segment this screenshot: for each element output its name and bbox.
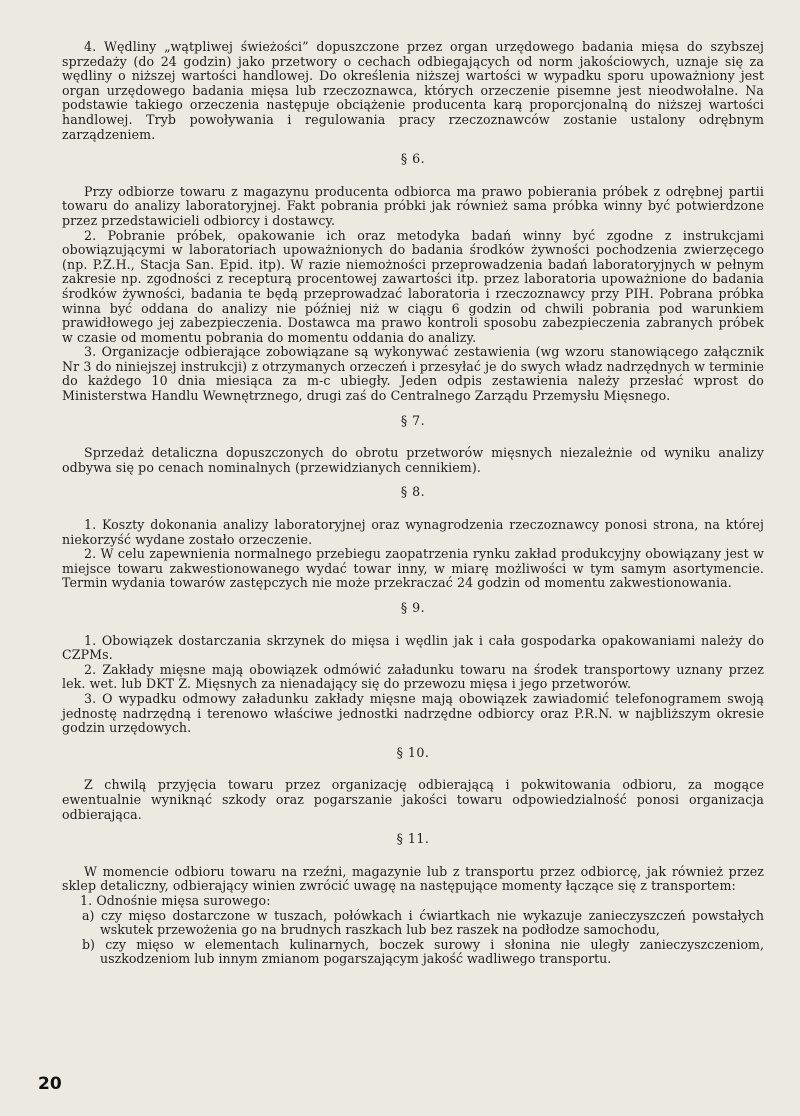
section-heading-8: § 8. — [400, 484, 426, 500]
paragraph-s11-intro: W momencie odbioru towaru na rzeźni, magazynie lub z transportu przez odbiorcę, jak również przez sklep detaliczny, odbierający winien zwrócić uwagę na następujące momenty łączące się z transportem: — [62, 863, 764, 894]
list-item-a: a) czy mięso dostarczone w tuszach, połówkach i ćwiartkach nie wykazuje zanieczyszczeń powstałych wskutek przewożenia go na brudnych raszkach lub bez raszek na podłodze samochodu, — [82, 907, 764, 938]
paragraph-s5-4: 4. Wędliny „wątpliwej świeżości” dopuszczone przez organ urzędowego badania mięsa do szybszej sprzedaży (do 24 godzin) jako przetwory o cechach odbiegających od norm jakościowych, uznaje się za wędliny o niższej wartości handlowej. Do określenia niższej wartości w wypadku sporu upoważniony jest organ urzędowego badania mięsa lub rzeczoznawca, których orzeczenie pisemne jest nieodwołalne. Na podstawie takiego orzeczenia następuje obciążenie producenta karą proporcjonalną do niższej wartości handlowej. Tryb powoływania i regulowania pracy rzeczoznawców zostanie ustalony odrębnym zarządzeniem. — [62, 39, 764, 142]
section-heading-7: § 7. — [400, 412, 426, 428]
section-heading-9: § 9. — [400, 600, 426, 615]
paragraph-s10-1: Z chwilą przyjęcia towaru przez organizację odbierającą i pokwitowania odbioru, za mogące ewentualnie wyniknąć szkody oraz pogarszanie jakości towaru odpowiedzialność ponosi organizacja odbierająca. — [62, 777, 764, 822]
section-heading-10: § 10. — [396, 744, 430, 760]
page-number: 20 — [38, 1074, 62, 1094]
list-item-b: b) czy mięso w elementach kulinarnych, boczek surowy i słonina nie uległy zanieczyszczeniom, uszkodzeniom lub innym zmianom pogarszającym jakość wadliwego transportu. — [82, 936, 764, 967]
paragraph-s6-3: 3. Organizacje odbierające zobowiązane są wykonywać zestawienia (wg wzoru stanowiącego załącznik Nr 3 do niniejszej instrukcji) z otrzymanych orzeczeń i przesyłać je do swych władz nadrzędnych w terminie do każdego 10 dnia miesiąca za m-c ubiegły. Jeden odpis zestawienia należy przesłać wprost do Ministerstwa Handlu Wewnętrznego, drugi zaś do Centralnego Zarządu Przemysłu Mięsnego. — [62, 344, 764, 404]
paragraph-s6-2: 2. Pobranie próbek, opakowanie ich oraz metodyka badań winny być zgodne z instrukcjami obowiązującymi w laboratoriach upoważnionych do badania środków żywności pochodzenia zwierzęcego (np. P.Z.H., Stacja San. Epid. itp). W razie niemożności przeprowadzenia badań laboratoryjnych w pełnym zakresie np. zgodności z recepturą procentowej zawartości itp. przez laboratoria upoważnione do badania środków żywności, badania te będą przeprowadzać laboratoria i rzeczoznawcy przy PIH. Pobrana próbka winna być oddana do analizy nie później niż w ciągu 6 godzin od chwili pobrania pod warunkiem prawidłowego jej zabezpieczenia. Dostawca ma prawo kontroli sposobu zabezpieczenia zabranych próbek w czasie od momentu pobrania do momentu oddania do analizy. — [62, 227, 764, 345]
paragraph-s9-3: 3. O wypadku odmowy załadunku zakłady mięsne mają obowiązek zawiadomić telefonogramem swoją jednostę nadrzędną i terenowo właściwe jednostki nadrzędne odbiorcy oraz P.R.N. w najbliższym okresie godzin urzędowych. — [62, 690, 764, 736]
paragraph-s7-1: Sprzedaż detaliczna dopuszczonych do obrotu przetworów mięsnych niezależnie od wyniku analizy odbywa się po cenach nominalnych (przewidzianych cennikiem). — [62, 445, 764, 475]
paragraph-s6-1: Przy odbiorze towaru z magazynu producenta odbiorca ma prawo pobierania próbek z odrębnej partii towaru do analizy laboratoryjnej. Fakt pobrania próbki jak również sama próbka winny być potwierdzone przez przedstawicieli odbiorcy i dostawcy. — [62, 183, 764, 228]
section-heading-6: § 6. — [400, 151, 426, 167]
paragraph-s8-1: 1. Koszty dokonania analizy laboratoryjnej oraz wynagrodzenia rzeczoznawcy ponosi strona, na której niekorzyść wydane zostało orzeczenie. — [62, 517, 764, 547]
paragraph-s8-2: 2. W celu zapewnienia normalnego przebiegu zaopatrzenia rynku zakład produkcyjny obowiązany jest w miejsce towaru zakwestionowanego wydać towar inny, w miarę możliwości w tym samym asortymencie. Termin wydania towarów zastępczych nie może przekraczać 24 godzin od momentu zakwestionowania. — [62, 546, 764, 591]
paragraph-s9-2: 2. Zakłady mięsne mają obowiązek odmówić załadunku towaru na środek transportowy uznany przez lek. wet. lub DKT Z. Mięsnych za nienadający się do przewozu mięsa i jego przetworów. — [62, 661, 764, 692]
paragraph-s11-point1: 1. Odnośnie mięsa surowego: — [80, 892, 271, 908]
paragraph-s9-1: 1. Obowiązek dostarczania skrzynek do mięsa i wędlin jak i cała gospodarka opakowaniami należy do CZPMs. — [62, 632, 764, 663]
section-heading-11: § 11. — [396, 831, 430, 847]
